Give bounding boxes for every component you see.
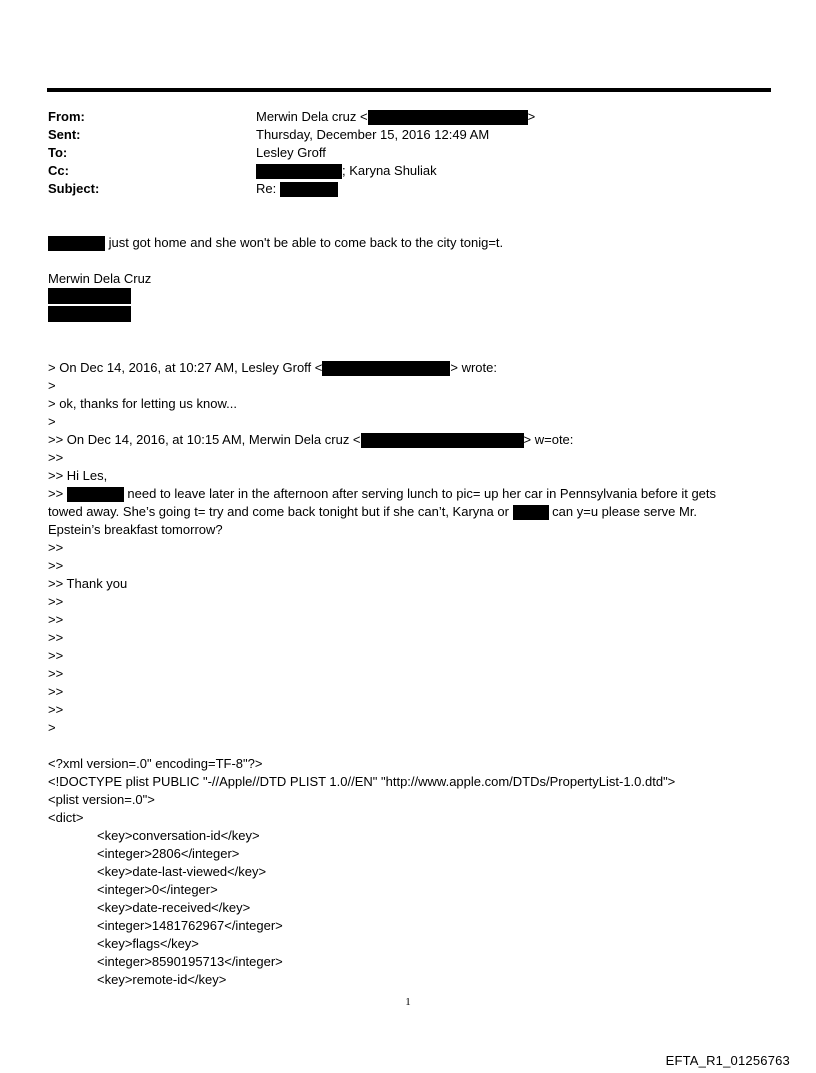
quote-line [48, 503, 697, 521]
xml-line: <key>conversation-id</key> [97, 828, 260, 843]
xml-line: <?xml version=.0" encoding=TF-8"?> [48, 756, 263, 771]
redaction-block [48, 236, 105, 251]
redaction-block [368, 110, 528, 125]
redaction-block [361, 433, 524, 448]
xml-line: <integer>2806</integer> [97, 846, 240, 861]
quote-line: >> [48, 450, 64, 465]
quote-line [48, 485, 716, 503]
header-rule [47, 88, 771, 92]
quote-line: > [48, 378, 56, 393]
signature-name: Merwin Dela Cruz [48, 271, 152, 286]
document-id: EFTA_R1_01256763 [665, 1053, 790, 1068]
subject-value [256, 180, 338, 198]
xml-line: <integer>8590195713</integer> [97, 954, 283, 969]
from-close: > [527, 109, 536, 124]
xml-line: <key>date-last-viewed</key> [97, 864, 267, 879]
xml-line: <integer>1481762967</integer> [97, 918, 283, 933]
from-name: Merwin Dela cruz < [256, 109, 368, 124]
quote-text: need to leave later in the afternoon after serving lunch to pic= up her car in Pennsylvania before it gets [123, 486, 717, 501]
cc-label: Cc: [48, 163, 69, 178]
quote-line: >> Hi Les, [48, 468, 108, 483]
redaction-block [48, 288, 131, 304]
quote-line: >> [48, 558, 64, 573]
quote-line: >> [48, 630, 64, 645]
cc-value [256, 162, 437, 180]
xml-line: <key>date-received</key> [97, 900, 251, 915]
to-value: Lesley Groff [256, 145, 326, 160]
quote-text: > On Dec 14, 2016, at 10:27 AM, Lesley Groff < [48, 360, 323, 375]
body-line [48, 234, 503, 252]
redaction-block [67, 487, 124, 502]
quote-line: >> [48, 612, 64, 627]
quote-text: >> On Dec 14, 2016, at 10:15 AM, Merwin Dela cruz < [48, 432, 361, 447]
redaction-block [513, 505, 549, 520]
sent-value: Thursday, December 15, 2016 12:49 AM [256, 127, 490, 142]
subject-label: Subject: [48, 181, 100, 196]
xml-line: <key>flags</key> [97, 936, 199, 951]
quote-line: >> [48, 702, 64, 717]
from-value [256, 108, 535, 126]
quote-line: >> [48, 594, 64, 609]
quote-line: >> [48, 666, 64, 681]
sent-label: Sent: [48, 127, 81, 142]
subject-text: Re: [256, 181, 277, 196]
xml-line: <integer>0</integer> [97, 882, 218, 897]
quote-line: Epstein’s breakfast tomorrow? [48, 522, 223, 537]
quote-line: > ok, thanks for letting us know... [48, 396, 237, 411]
quote-line: >> [48, 648, 64, 663]
quote-text: towed away. She’s going t= try and come back tonight but if she can’t, Karyna or [48, 504, 513, 519]
quote-text: > w=ote: [523, 432, 574, 447]
quote-line [48, 431, 573, 449]
quote-text: >> [48, 486, 67, 501]
to-label: To: [48, 145, 68, 160]
redaction-block [256, 164, 342, 179]
quote-line: >> [48, 540, 64, 555]
quote-line: > [48, 720, 56, 735]
quote-line: > [48, 414, 56, 429]
body-text: just got home and she won't be able to come back to the city tonig=t. [105, 235, 504, 250]
redaction-block [322, 361, 450, 376]
quote-line [48, 359, 497, 377]
quote-text: can y=u please serve Mr. [548, 504, 698, 519]
quote-text: > wrote: [450, 360, 497, 375]
page-number: 1 [405, 996, 411, 1008]
xml-line: <dict> [48, 810, 84, 825]
xml-line: <!DOCTYPE plist PUBLIC "-//Apple//DTD PLIST 1.0//EN" "http://www.apple.com/DTDs/PropertyList-1.0.dtd"> [48, 774, 676, 789]
from-label: From: [48, 109, 85, 124]
quote-line: >> [48, 684, 64, 699]
redaction-block [48, 306, 131, 322]
xml-line: <plist version=.0"> [48, 792, 155, 807]
cc-text: ; Karyna Shuliak [342, 163, 437, 178]
quote-line: >> Thank you [48, 576, 128, 591]
redaction-block [280, 182, 338, 197]
xml-line: <key>remote-id</key> [97, 972, 227, 987]
